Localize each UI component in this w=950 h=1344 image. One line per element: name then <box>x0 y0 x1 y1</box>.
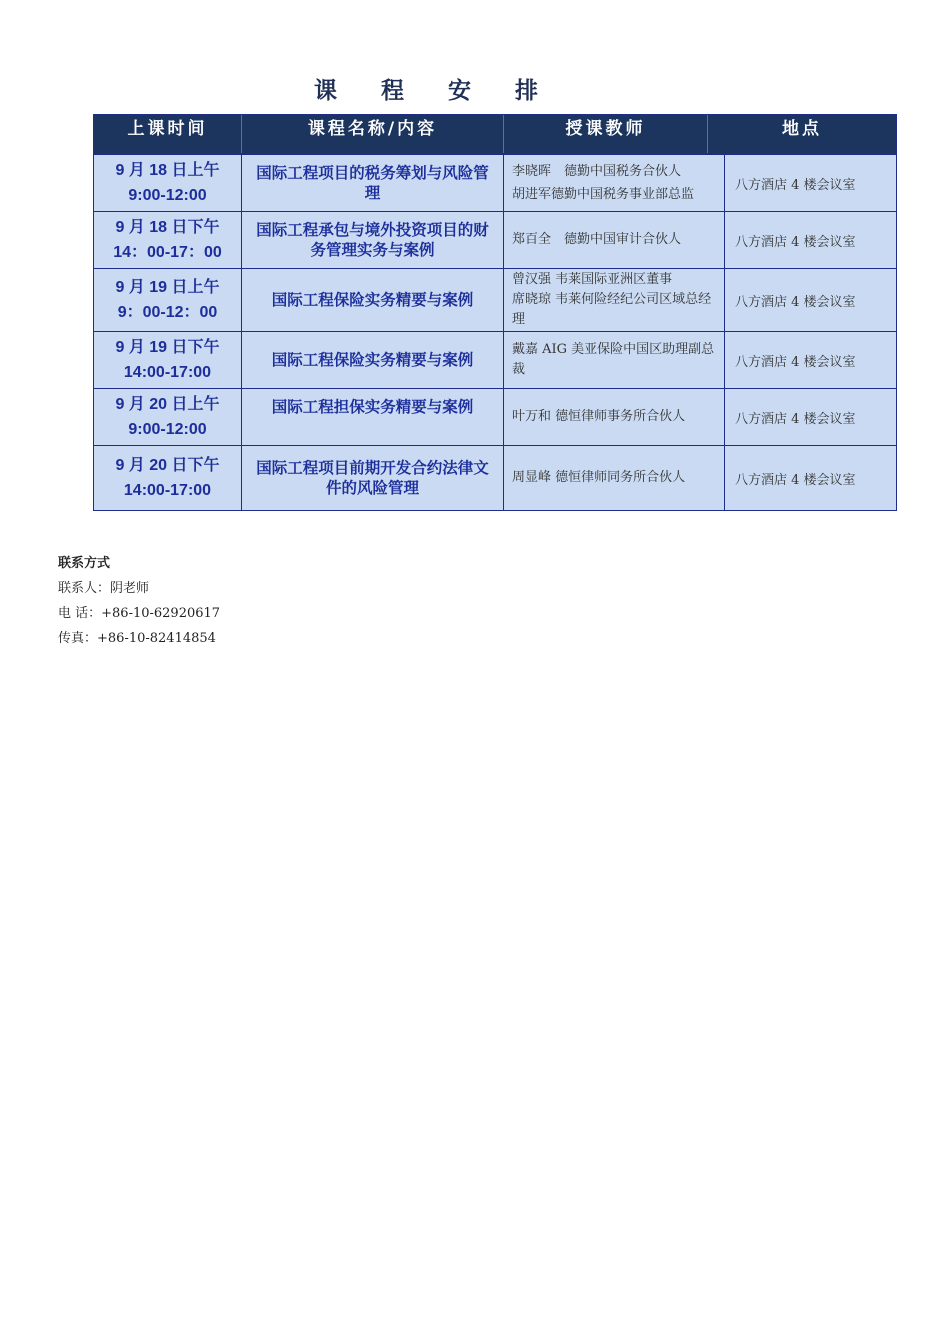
table-row <box>94 155 897 212</box>
time-cell <box>94 332 242 389</box>
time-text: 9:00-12:00 <box>128 187 207 204</box>
time-cell <box>94 269 242 332</box>
date-text: 9 月 19 日上午 <box>115 279 220 296</box>
teacher-cell <box>504 269 725 332</box>
time-text: 14：00-17：00 <box>113 244 222 261</box>
place-cell: 八方酒店 4 楼会议室 <box>725 389 897 446</box>
contact-person: 联系人：阴老师 <box>58 581 150 596</box>
time-cell <box>94 389 242 446</box>
place-cell: 八方酒店 4 楼会议室 <box>725 446 897 511</box>
time-cell <box>94 155 242 212</box>
table-row <box>94 269 897 332</box>
time-text: 9：00-12：00 <box>117 304 218 321</box>
contact-phone: 电 话：+86-10-62920617 <box>58 606 221 621</box>
course-cell: 国际工程项目的税务筹划与风险管理 <box>242 155 504 212</box>
date-text: 9 月 20 日上午 <box>115 396 220 413</box>
time-text: 14:00-17:00 <box>123 482 212 499</box>
table-row <box>94 332 897 389</box>
contact-heading: 联系方式 <box>58 556 111 571</box>
teacher-line: 叶万和 德恒律师事务所合伙人 <box>512 409 686 424</box>
column-header-time: 上课时间 <box>94 115 242 153</box>
column-header-teacher: 授课教师 <box>504 115 708 153</box>
date-text: 9 月 19 日下午 <box>115 339 220 356</box>
course-cell: 国际工程保险实务精要与案例 <box>242 269 504 332</box>
date-text: 9 月 18 日上午 <box>115 162 220 179</box>
time-cell <box>94 212 242 269</box>
teacher-line: 戴嘉 AIG 美亚保险中国区助理副总裁 <box>512 342 715 377</box>
teacher-line: 郑百全 德勤中国审计合伙人 <box>512 232 682 247</box>
teacher-cell <box>504 389 725 446</box>
course-cell: 国际工程承包与境外投资项目的财务管理实务与案例 <box>242 212 504 269</box>
time-text: 14:00-17:00 <box>123 364 212 381</box>
teacher-cell <box>504 155 725 212</box>
course-cell: 国际工程保险实务精要与案例 <box>242 332 504 389</box>
course-cell: 国际工程项目前期开发合约法律文件的风险管理 <box>242 446 504 511</box>
teacher-line: 曾汉强 韦莱国际亚洲区董事 <box>512 272 673 287</box>
column-header-course: 课程名称/内容 <box>242 115 504 153</box>
teacher-cell <box>504 212 725 269</box>
teacher-line: 周显峰 德恒律师同务所合伙人 <box>512 470 686 485</box>
place-cell: 八方酒店 4 楼会议室 <box>725 269 897 332</box>
contact-section <box>58 552 220 651</box>
time-text: 9:00-12:00 <box>128 421 207 438</box>
place-cell: 八方酒店 4 楼会议室 <box>725 212 897 269</box>
contact-fax: 传真：+86-10-82414854 <box>58 631 216 646</box>
place-cell: 八方酒店 4 楼会议室 <box>725 332 897 389</box>
place-cell: 八方酒店 4 楼会议室 <box>725 155 897 212</box>
date-text: 9 月 20 日下午 <box>115 457 220 474</box>
date-text: 9 月 18 日下午 <box>115 219 220 236</box>
table-row <box>94 389 897 446</box>
teacher-line: 席晓琼 韦莱何险经纪公司区域总经理 <box>512 292 712 327</box>
teacher-line: 李晓晖 德勤中国税务合伙人 <box>512 163 682 179</box>
page-title: 课 程 安 排 <box>313 78 557 104</box>
teacher-cell <box>504 446 725 511</box>
time-cell <box>94 446 242 511</box>
schedule-table <box>93 114 897 511</box>
course-cell: 国际工程担保实务精要与案例 <box>242 389 504 446</box>
column-header-place: 地点 <box>782 119 822 139</box>
table-row <box>94 446 897 511</box>
teacher-line: 胡进军德勤中国税务事业部总监 <box>512 186 695 202</box>
table-header <box>93 114 896 154</box>
teacher-cell <box>504 332 725 389</box>
table-row <box>94 212 897 269</box>
